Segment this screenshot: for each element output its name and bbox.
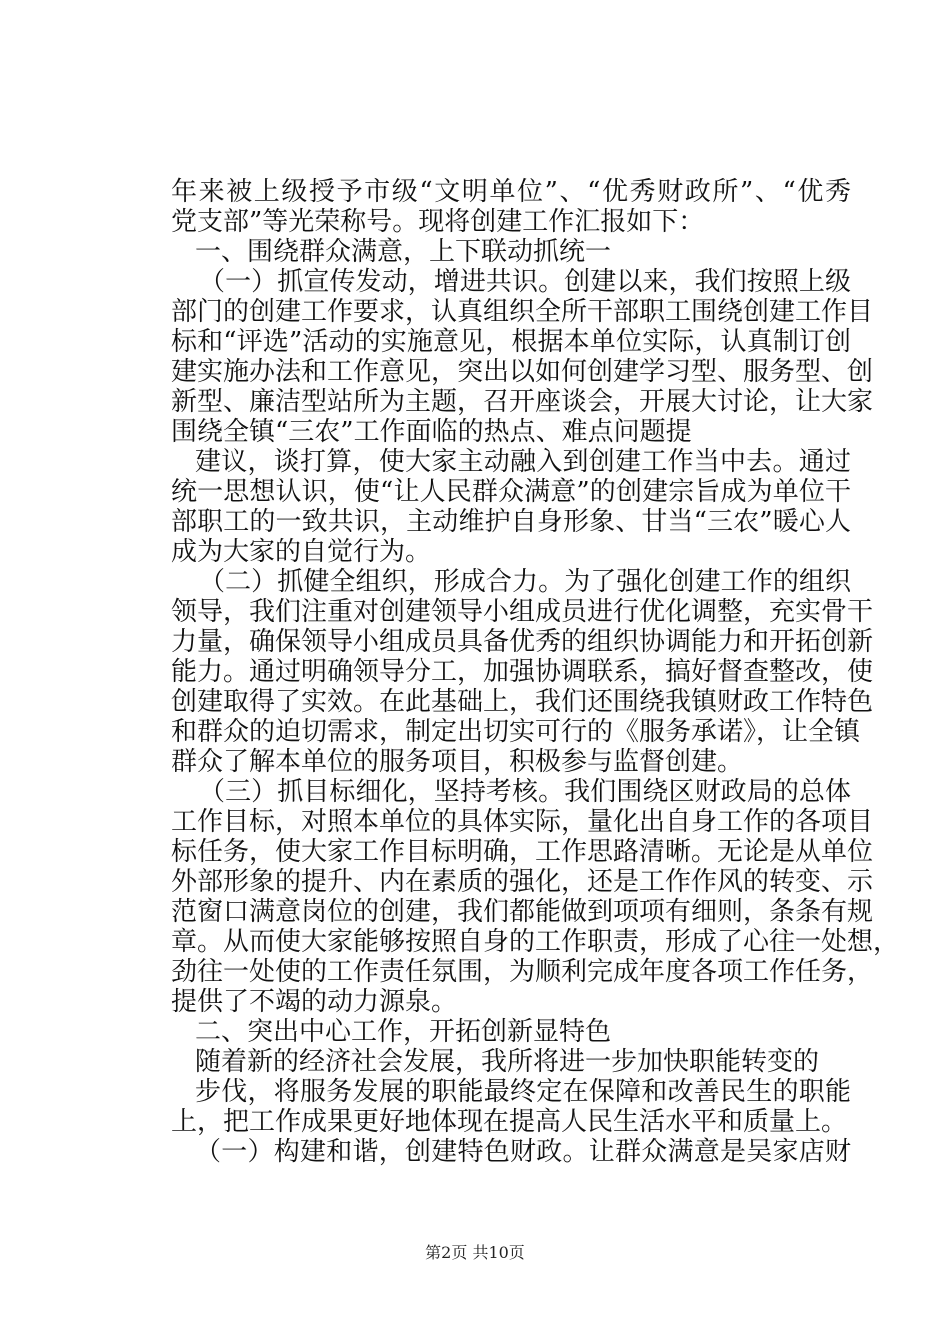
text-line: 工作目标，对照本单位的具体实际，量化出自身工作的各项目 [171, 807, 874, 837]
text-line: 部职工的一致共识，主动维护自身形象、甘当“三农”暖心人 [171, 507, 851, 537]
text-line: （三）抓目标细化，坚持考核。我们围绕区财政局的总体 [199, 777, 851, 807]
text-line: 群众了解本单位的服务项目，积极参与监督创建。 [171, 747, 744, 777]
text-line: 统一思想认识，使“让人民群众满意”的创建宗旨成为单位干 [171, 477, 851, 507]
text-line: 部门的创建工作要求，认真组织全所干部职工围绕创建工作目 [171, 297, 874, 327]
text-line: 力量，确保领导小组成员具备优秀的组织协调能力和开拓创新 [171, 627, 874, 657]
text-line: 劲往一处使的工作责任氛围，为顺利完成年度各项工作任务， [171, 957, 874, 987]
text-line: 标和“评选”活动的实施意见，根据本单位实际，认真制订创 [171, 327, 851, 357]
text-line: 建实施办法和工作意见，突出以如何创建学习型、服务型、创 [171, 357, 874, 387]
text-line: 步伐，将服务发展的职能最终定在保障和改善民生的职能 [195, 1077, 851, 1107]
text-line: 随着新的经济社会发展，我所将进一步加快职能转变的 [195, 1047, 820, 1077]
section-heading: 一、围绕群众满意，上下联动抓统一 [195, 237, 612, 267]
text-line: （一）抓宣传发动，增进共识。创建以来，我们按照上级 [199, 267, 851, 297]
text-line: 提供了不竭的动力源泉。 [171, 987, 458, 1017]
text-line: 新型、廉洁型站所为主题，召开座谈会，开展大讨论，让大家 [171, 387, 874, 417]
text-line: 章。从而使大家能够按照自身的工作职责，形成了心往一处想， [171, 927, 900, 957]
text-line: 围绕全镇“三农”工作面临的热点、难点问题提 [171, 417, 692, 447]
text-line: 和群众的迫切需求，制定出切实可行的《服务承诺》，让全镇 [171, 717, 861, 747]
text-line: 领导，我们注重对创建领导小组成员进行优化调整，充实骨干 [171, 597, 874, 627]
text-line: 标任务，使大家工作目标明确，工作思路清晰。无论是从单位 [171, 837, 874, 867]
text-line: （二）抓健全组织，形成合力。为了强化创建工作的组织 [199, 567, 851, 597]
text-line: 范窗口满意岗位的创建，我们都能做到项项有细则，条条有规 [171, 897, 874, 927]
document-body [171, 177, 900, 1167]
text-line: 能力。通过明确领导分工，加强协调联系，搞好督查整改，使 [171, 657, 874, 687]
text-line: 上，把工作成果更好地体现在提高人民生活水平和质量上。 [171, 1107, 848, 1137]
text-line: 建议，谈打算，使大家主动融入到创建工作当中去。通过 [195, 447, 851, 477]
text-line: 创建取得了实效。在此基础上，我们还围绕我镇财政工作特色 [171, 687, 874, 717]
section-heading: 二、突出中心工作，开拓创新显特色 [195, 1017, 612, 1047]
page-number-footer: 第2页 共10页 [425, 1243, 525, 1262]
text-line: 成为大家的自觉行为。 [171, 537, 432, 567]
text-line: 党支部”等光荣称号。现将创建工作汇报如下： [171, 207, 705, 237]
text-line: 年来被上级授予市级“文明单位”、“优秀财政所”、“优秀 [171, 177, 851, 207]
text-line: （一）构建和谐，创建特色财政。让群众满意是吴家店财 [195, 1137, 851, 1167]
text-line: 外部形象的提升、内在素质的强化，还是工作作风的转变、示 [171, 867, 874, 897]
